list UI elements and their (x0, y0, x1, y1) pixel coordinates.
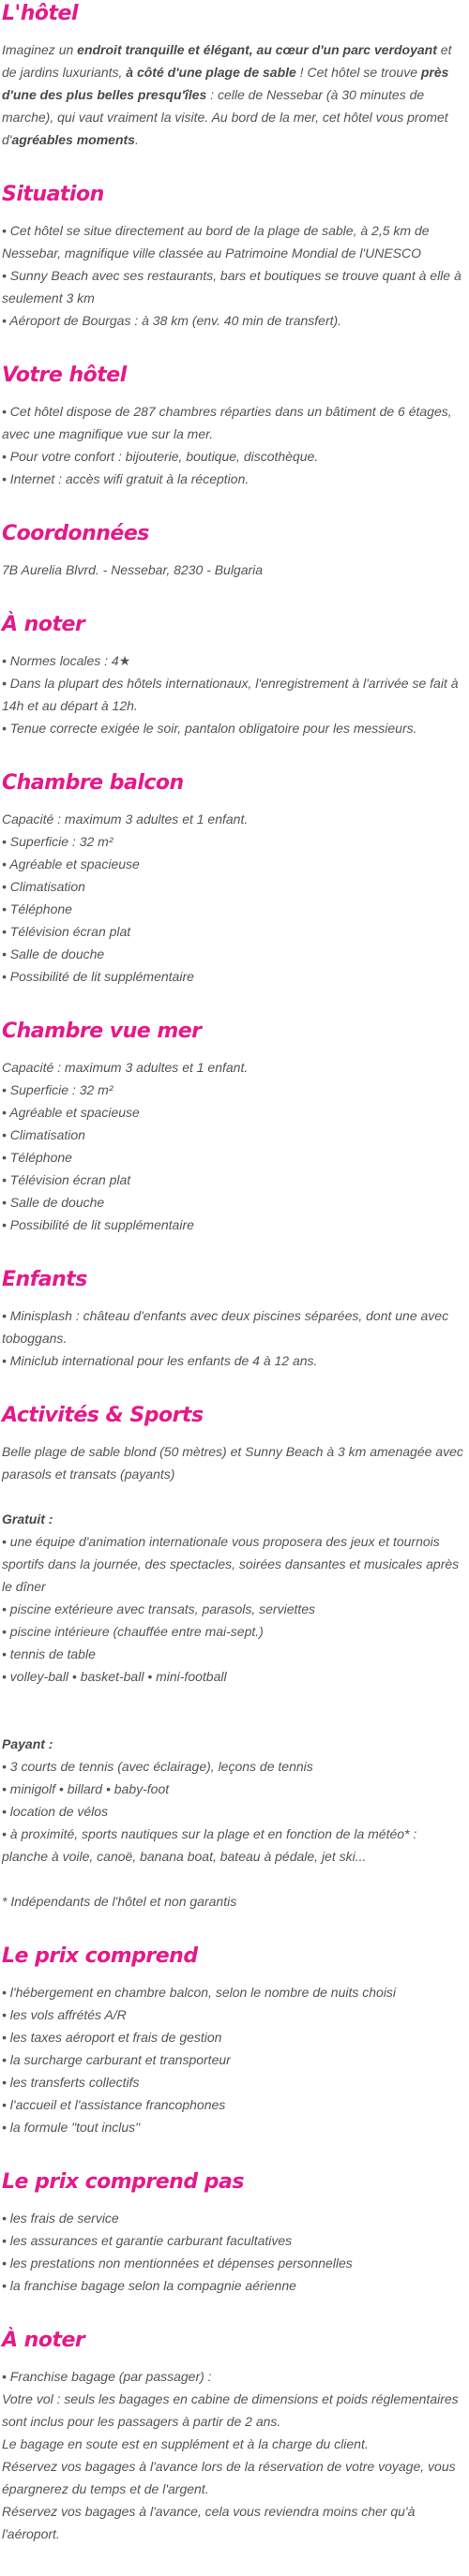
list-item: • les transferts collectifs (2, 2075, 140, 2090)
text: et de jardins luxuriants, (2, 42, 452, 80)
list-item: • Tenue correcte exigée le soir, pantalon obligatoire pour les messieurs. (2, 721, 417, 736)
list-item: • Climatisation (2, 1127, 85, 1142)
section-title-prix-comprend-pas: Le prix comprend pas (2, 2170, 244, 2194)
list-item: Réservez vos bagages à l'avance, cela vous reviendra moins cher qu'à l'aéroport. (2, 2504, 416, 2541)
list-item: • Pour votre confort : bijouterie, boutique, discothèque. (2, 449, 319, 464)
activities-intro: Belle plage de sable blond (50 mètres) et Sunny Beach à 3 km amenagée avec parasols et transats (payants) (2, 1444, 463, 1482)
footnote: * Indépendants de l'hôtel et non garantis (2, 1894, 237, 1909)
list-item: • Salle de douche (2, 1195, 105, 1210)
list-item: • Télévision écran plat (2, 924, 131, 939)
list-item: • Internet : accès wifi gratuit à la réception. (2, 471, 250, 486)
list-item: • Minisplash : château d'enfants avec deux piscines séparées, dont une avec toboggans. (2, 1308, 449, 1346)
list-item: • volley-ball • basket-ball • mini-football (2, 1669, 227, 1684)
list-item: • Possibilité de lit supplémentaire (2, 969, 194, 984)
section-title-hotel: L'hôtel (2, 2, 79, 25)
gratuit-label: Gratuit : (2, 1511, 53, 1526)
spacer (2, 1868, 465, 1890)
section-title-enfants: Enfants (2, 1268, 87, 1291)
list-item: • les prestations non mentionnées et dépenses personnelles (2, 2256, 353, 2271)
list-item: • Sunny Beach avec ses restaurants, bars et boutiques se trouve quant à elle à seulement 3 km (2, 268, 461, 305)
text: . (134, 132, 139, 147)
list-item: • Miniclub international pour les enfants de 4 à 12 ans. (2, 1353, 318, 1368)
bold-text: près d'une des plus belles presqu'îles (2, 65, 449, 102)
list-item: • minigolf • billard • baby-foot (2, 1781, 170, 1796)
spacer (2, 1688, 465, 1710)
list-item: • location de vélos (2, 1804, 109, 1819)
bold-text: endroit tranquille et élégant, au cœur d'un parc verdoyant (77, 42, 437, 57)
section-title-chambre-vue-mer: Chambre vue mer (2, 1020, 202, 1043)
payant-label: Payant : (2, 1736, 53, 1751)
list-item: • Téléphone (2, 1150, 72, 1165)
list-item: • la formule "tout inclus" (2, 2120, 141, 2135)
list-item: • Dans la plupart des hôtels internationaux, l'enregistrement à l'arrivée se fait à 14h et au départ à 12h. (2, 676, 459, 713)
section-title-activites: Activités & Sports (2, 1404, 204, 1427)
list-item: • Possibilité de lit supplémentaire (2, 1217, 194, 1232)
section-prix-comprend-pas (2, 2170, 465, 2297)
list-item: • Climatisation (2, 879, 85, 894)
section-title-situation: Situation (2, 183, 104, 206)
list-item: • l'hébergement en chambre balcon, selon le nombre de nuits choisi (2, 1985, 397, 2000)
list-item: • les frais de service (2, 2211, 119, 2226)
section-a-noter (2, 613, 465, 739)
list-item: • une équipe d'animation internationale vous proposera des jeux et tournois sportifs dans la journée, des spectacles, soirées dansantes et musicales après le dîner (2, 1534, 460, 1594)
text: : celle de Nessebar (à 30 minutes de marche), qui vaut vraiment la visite. Au bord de la mer, cet hôtel vous promet d' (2, 87, 448, 147)
list-item: • les assurances et garantie carburant facultatives (2, 2233, 293, 2248)
list-item: • les taxes aéroport et frais de gestion (2, 2030, 222, 2045)
list-item: • l'accueil et l'assistance francophones (2, 2097, 226, 2112)
section-prix-comprend (2, 1944, 465, 2138)
bold-text: agréables moments (11, 132, 135, 147)
section-hotel (2, 2, 465, 151)
address: 7B Aurelia Blvrd. - Nessebar, 8230 - Bulgaria (2, 562, 264, 577)
list-item: Le bagage en soute est en supplément et à la charge du client. (2, 2436, 369, 2451)
section-a-noter-2 (2, 2329, 465, 2545)
section-title-chambre-balcon: Chambre balcon (2, 771, 184, 795)
section-votre-hotel (2, 364, 465, 490)
list-item: • 3 courts de tennis (avec éclairage), leçons de tennis (2, 1759, 313, 1774)
section-enfants (2, 1268, 465, 1372)
section-title-a-noter: À noter (2, 613, 85, 636)
section-title-votre-hotel: Votre hôtel (2, 364, 127, 387)
list-item: • Franchise bagage (par passager) : (2, 2369, 212, 2384)
list-item: • piscine extérieure avec transats, parasols, serviettes (2, 1601, 316, 1616)
list-item: Votre vol : seuls les bagages en cabine de dimensions et poids réglementaires sont inclus pour les passagers à partir de 2 ans. (2, 2391, 459, 2429)
list-item: • les vols affrétés A/R (2, 2007, 127, 2022)
section-coordonnees (2, 522, 465, 581)
list-item: • la surcharge carburant et transporteur (2, 2052, 231, 2067)
list-item: • Aéroport de Bourgas : à 38 km (env. 40 min de transfert). (2, 313, 342, 328)
list-item: • Superficie : 32 m² (2, 834, 113, 849)
list-item: • Télévision écran plat (2, 1172, 131, 1187)
list-item: • piscine intérieure (chauffée entre mai-sept.) (2, 1624, 264, 1639)
section-chambre-balcon (2, 771, 465, 988)
section-activites (2, 1404, 465, 1913)
list-item: • Agréable et spacieuse (2, 1105, 140, 1120)
list-item: • Normes locales : 4★ (2, 653, 131, 668)
list-item: • Salle de douche (2, 946, 105, 961)
section-chambre-vue-mer (2, 1020, 465, 1236)
list-item: Capacité : maximum 3 adultes et 1 enfant. (2, 1060, 249, 1075)
list-item: • à proximité, sports nautiques sur la plage et en fonction de la météo* : planche à voile, canoë, banana boat, bateau à pédale, jet ski... (2, 1826, 417, 1864)
list-item: Réservez vos bagages à l'avance lors de la réservation de votre voyage, vous épargnerez du temps et de l'argent. (2, 2459, 456, 2496)
list-item: Capacité : maximum 3 adultes et 1 enfant. (2, 812, 249, 826)
list-item: • Téléphone (2, 901, 72, 916)
text: ! Cet hôtel se trouve (295, 65, 421, 80)
list-item: • la franchise bagage selon la compagnie aérienne (2, 2278, 296, 2293)
spacer (2, 1710, 465, 1733)
list-item: • tennis de table (2, 1646, 96, 1661)
section-title-coordonnees: Coordonnées (2, 522, 149, 545)
section-title-prix-comprend: Le prix comprend (2, 1944, 198, 1968)
list-item: • Agréable et spacieuse (2, 856, 140, 871)
spacer (2, 1485, 465, 1508)
list-item: • Cet hôtel se situe directement au bord de la plage de sable, à 2,5 km de Nessebar, magnifique ville classée au Patrimoine Mondial de l'UNESCO (2, 223, 430, 261)
bold-text: à côté d'une plage de sable (126, 65, 296, 80)
hotel-description (2, 38, 465, 151)
text: Imaginez un (2, 42, 78, 57)
list-item: • Superficie : 32 m² (2, 1082, 113, 1097)
section-situation (2, 183, 465, 332)
section-title-a-noter-2: À noter (2, 2329, 85, 2352)
list-item: • Cet hôtel dispose de 287 chambres réparties dans un bâtiment de 6 étages, avec une magnifique vue sur la mer. (2, 404, 452, 441)
